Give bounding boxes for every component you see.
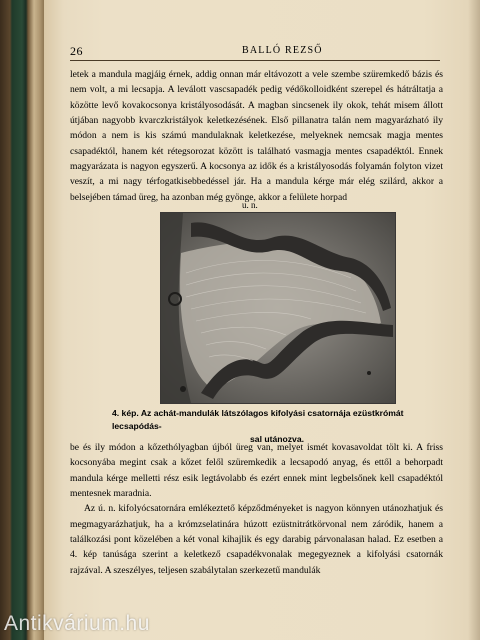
body-text-bottom: [70, 440, 443, 578]
watermark: Antikvárium.hu: [4, 612, 150, 635]
paragraph: be és ily módon a kőzethólyagban újból üreg van, melyet ismét kovasavoldat tölt ki. A friss kocsonyába megint csak a kőzet felől szüremkedik a lecsapodó anyag, és ettől a behorpadt mandula kérge melletti rész esik legtávolabb és ezért ennek mint legbelsőnek kell csapadéktól mentesnek maradnia.: [70, 442, 443, 500]
paragraph: Az ú. n. kifolyócsatornára emlékeztető képződményeket is nagyon könnyen utánozhatjuk és megmagyarázhatjuk, ha a krómzselatinára húzott ezüstnitrátkörvonal nem záródik, hanem a találkozási pont közelében a két vonal kihajlik és egy darabig párvonalasan halad. Ez esetben a 4. kép tanúsága szerint a keletkező csapadékvonalak megegyeznek a kifolyási csatornák rajzával. A szeszélyes, teljesen szabálytalan szerkezetű mandulák: [70, 503, 443, 576]
page-header: [70, 44, 440, 61]
figure-label: u. n.: [242, 200, 258, 210]
page-edge-shadow: [468, 0, 480, 640]
running-head: BALLÓ REZSŐ: [242, 45, 323, 56]
agate-pattern-image: [161, 213, 395, 403]
figure-photo: [160, 212, 396, 404]
caption-line: sal utánozva.: [250, 434, 304, 444]
paragraph: letek a mandula magjáig érnek, addig onnan már eltávozott a vele szembe szüremkedő bázis és nem volt, a mi lecsapja. A leválott vascsapadék pedig védőkolloidként szerepel és hátráltatja a közötte levő kovakocsonya kristályosodását. A magban sincsenek ily okok, tehát misem állott útjában nagyobb kvarczkristályok keletkezésének. Első pillanatra talán nem magyarázható ily módon a nem is kis számú mandulaknak keletkezése, melyeknek nemcsak magja mentes csapadéktól, hanem két rétegsorozat között is található vasmagja mentes csapadéktól. Ennek magyarázata is nagyon egyszerű. A kocsonya az idők és a kristályosodás folyamán folyton vizet veszít, a mi nagy térfogatkisebbedéssel jár. Ha a mandula kérge már elég szilárd, akkor a belsejében támad üreg, ha azonban még gyönge, akkor a felülete horpad: [70, 69, 443, 203]
body-text-top: [70, 67, 443, 205]
page-number: 26: [70, 44, 83, 58]
book-spine: [0, 0, 44, 640]
caption-line: 4. kép. Az achát-mandulák látszólagos kifolyási csatornája ezüstkrómát lecsapódás-: [112, 408, 404, 431]
